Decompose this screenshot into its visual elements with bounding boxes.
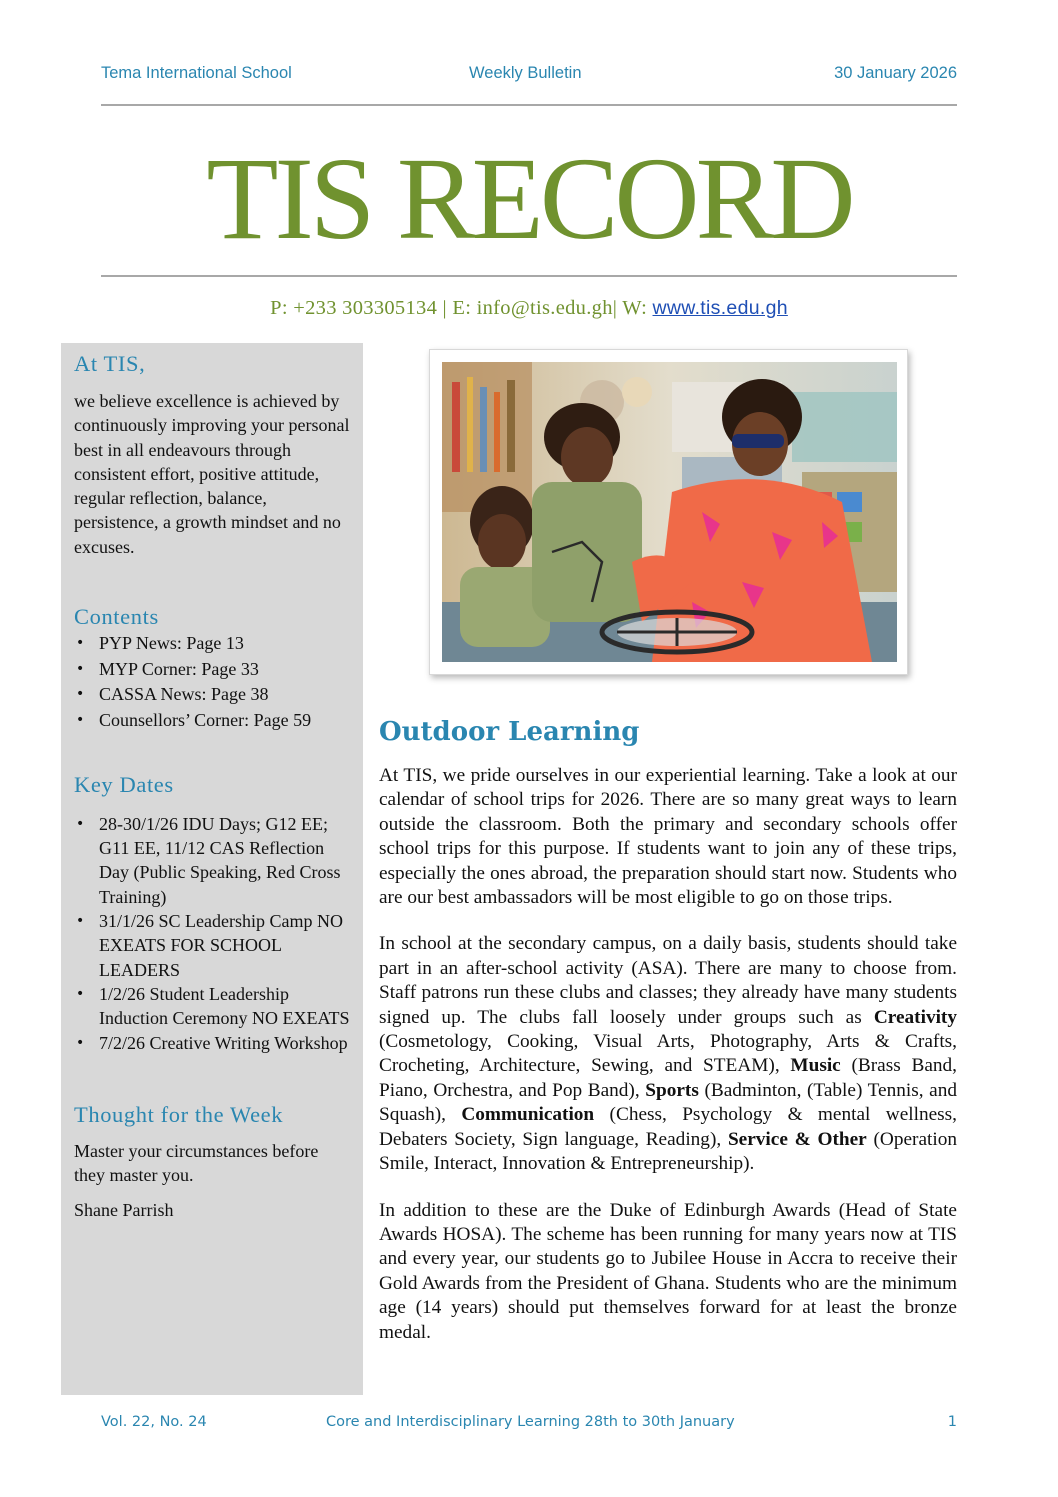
key-dates-list: [74, 812, 351, 1055]
group-items: (Badminton, (Table) Tennis, and Squash),: [379, 1079, 958, 1126]
group-items: (Cosmetology, Cooking, Visual Arts, Photography, Arts & Crafts, Crocheting, Architecture, Sewing, and STEAM),: [379, 1031, 957, 1077]
sidebar: [61, 343, 363, 1395]
key-date-item: • 7/2/26 Creative Writing Workshop: [74, 1031, 351, 1055]
thought-quote: Master your circumstances before they master you.: [74, 1140, 319, 1186]
article-paragraph: In addition to these are the Duke of Edinburgh Awards (Head of State Awards HOSA). The scheme has been running for many years now at TIS and every year, our students go to Jubilee House in Accra to receive their Gold Awards from the President of Ghana. Students who are the minimum age (14 years) should put themselves forward for at least the bronze medal.: [379, 1199, 957, 1343]
contents-heading: Contents: [74, 604, 159, 630]
article-body: [379, 764, 957, 1367]
contents-item[interactable]: • MYP Corner: Page 33: [74, 657, 351, 683]
group-communication: Communication: [461, 1104, 595, 1126]
key-dates-heading: Key Dates: [74, 771, 174, 797]
contents-list: [74, 631, 351, 734]
group-service-other: Service & Other: [727, 1128, 867, 1150]
contents-item[interactable]: • CASSA News: Page 38: [74, 682, 351, 708]
key-date-item: • 28-30/1/26 IDU Days; G12 EE; G11 EE, 11/12 CAS Reflection Day (Public Speaking, Red Cross Training): [74, 812, 351, 909]
contact-line: [0, 297, 1058, 320]
publication-name: Weekly Bulletin: [469, 64, 582, 82]
school-name: Tema International School: [101, 64, 292, 82]
group-creativity: Creativity: [873, 1006, 957, 1028]
group-music: Music: [790, 1055, 841, 1077]
issue-theme: Core and Interdisciplinary Learning 28th to 30th January: [326, 1414, 735, 1430]
thought-author: Shane Parrish: [74, 1200, 174, 1221]
contact-details: P: +233 303305134 | E: info@tis.edu.gh| W:: [270, 297, 653, 319]
article-title: Outdoor Learning: [379, 717, 640, 747]
contents-item[interactable]: • Counsellors’ Corner: Page 59: [74, 708, 351, 734]
page-number: 1: [947, 1414, 957, 1430]
classroom-photo: [442, 362, 897, 662]
group-items: (Chess, Psychology & mental wellness, Debaters Society, Sign language, Reading),: [379, 1104, 957, 1150]
contents-item[interactable]: • PYP News: Page 13: [74, 631, 351, 657]
masthead-title: TIS RECORD: [206, 133, 852, 264]
key-date-item: • 31/1/26 SC Leadership Camp NO EXEATS FOR SCHOOL LEADERS: [74, 909, 351, 982]
volume-number: Vol. 22, No. 24: [101, 1414, 207, 1430]
issue-date: 30 January 2026: [834, 64, 957, 82]
website-link[interactable]: www.tis.edu.gh: [652, 297, 788, 319]
key-date-item: • 1/2/26 Student Leadership Induction Ceremony NO EXEATS: [74, 982, 351, 1031]
masthead-rule: [101, 275, 957, 277]
header-rule: [101, 104, 957, 106]
motto-heading: At TIS,: [74, 351, 146, 376]
motto-text: we believe excellence is achieved by continuously improving your personal best in all endeavours through consistent effort, positive attitude, regular reflection, balance, persistence, a growth mindset and no excuses.: [74, 391, 350, 557]
article-paragraph: [379, 932, 957, 1176]
asa-intro: In school at the secondary campus, on a daily basis, students should take part in an after-school activity (ASA). There are many to choose from. Staff patrons run these clubs and classes; they already have many students signed up. The clubs fall loosely under groups such as: [379, 933, 957, 1028]
group-sports: Sports: [645, 1079, 699, 1101]
article-photo-frame: [429, 349, 908, 675]
thought-heading: Thought for the Week: [74, 1101, 284, 1127]
article-paragraph: At TIS, we pride ourselves in our experiential learning. Take a look at our calendar of school trips for 2026. There are so many great ways to learn outside the classroom. Both the primary and secondary schools offer school trips for this purpose. If students want to join any of these trips, especially the ones abroad, the preparation should start now. Students who are our best ambassadors will be most eligible to go on those trips.: [379, 765, 957, 909]
group-items: (Operation Smile, Interact, Innovation & Entrepreneurship).: [379, 1128, 958, 1175]
group-items: (Brass Band, Piano, Orchestra, and Pop Band),: [379, 1055, 957, 1101]
